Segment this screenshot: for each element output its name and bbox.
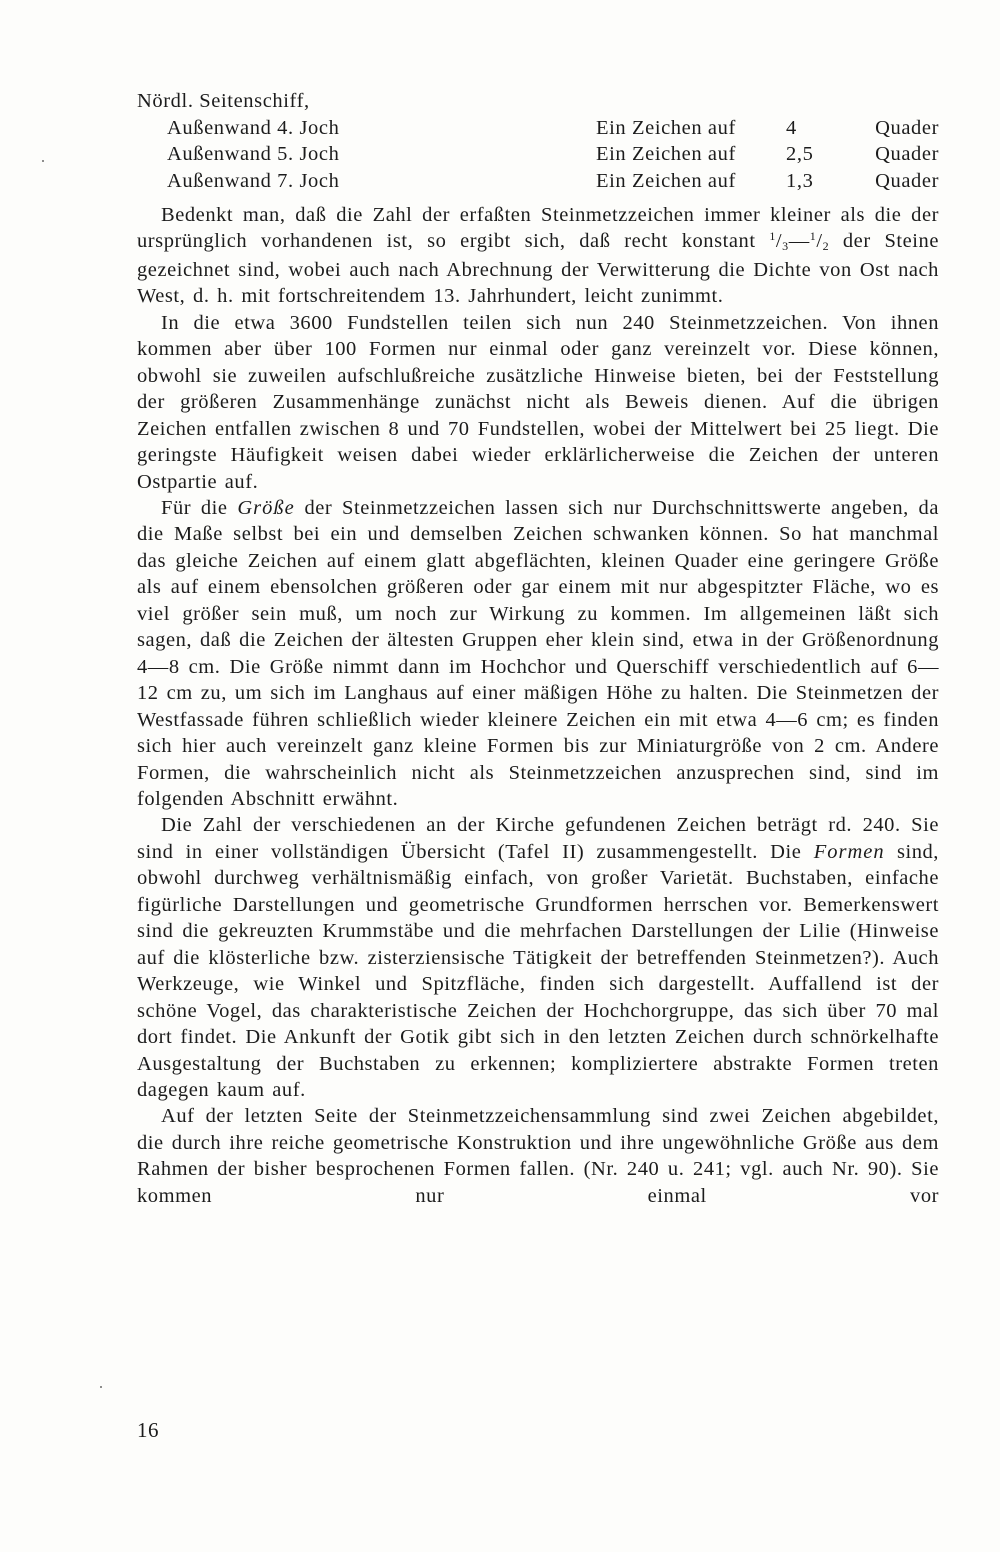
emphasis-groesse: Größe: [237, 496, 295, 519]
paragraph-1-start: Bedenkt man, daß die Zahl der erfaßten Steinmetzzeichen immer kleiner als die der ursprünglich vorhandenen ist, so ergibt sich, daß recht konstant: [137, 204, 939, 253]
body-text: [137, 202, 939, 1209]
wall-text: Ein Zeichen auf: [596, 116, 736, 139]
emphasis-formen: Formen: [813, 840, 885, 863]
fraction-dash: —: [788, 230, 810, 253]
wall-table: [137, 115, 939, 195]
wall-unit: Quader: [875, 116, 939, 139]
paragraph-3: [137, 495, 939, 812]
wall-text: Ein Zeichen auf: [596, 169, 736, 192]
page-content: [137, 88, 939, 1209]
fraction-numerator: 1: [769, 229, 776, 244]
paper-speck: [42, 160, 44, 162]
fraction-denominator: 2: [822, 239, 830, 254]
paragraph-4-end: sind, obwohl durchweg verhältnismäßig einfach, von großer Varietät. Buchstaben, einfache figürliche Darstellungen und geometrische Grundformen herrschen vor. Bemerkenswert sind die gekreuzten Krummstäbe und die mehrfachen Darstellungen der Lilie (Hinweise auf die klösterliche bzw. zisterziensische Tätigkeit der betreffenden Steinmetzen?). Auch Werkzeuge, wie Winkel und Spitzfläche, finden sich dargestellt. Auffallend ist der schöne Vogel, das charakteristische Zeichen der Hochchorgruppe, das sich über 70 mal dort findet. Die Ankunft der Gotik gibt sich in den letzten Zeichen durch schnörkelhafte Ausgestaltung der Buchstaben zu erkennen; kompliziertere abstrakte Formen treten dagegen kaum auf.: [137, 840, 939, 1101]
wall-label: Außenwand 7. Joch: [167, 169, 340, 192]
paragraph-1-end: der Steine gezeichnet sind, wobei auch nach Abrechnung der Verwitterung die Dichte von Ost nach West, d. h. mit fortschreitendem 13. Jahrhundert, leicht zunimmt.: [137, 230, 939, 308]
wall-label: Außenwand 5. Joch: [167, 143, 340, 165]
wall-row: [137, 115, 939, 142]
paragraph-4: [137, 812, 939, 1103]
page-number: 16: [137, 1418, 159, 1442]
wall-text: Ein Zeichen auf: [596, 143, 736, 165]
wall-label: Außenwand 4. Joch: [167, 116, 340, 139]
paragraph-5: Auf der letzten Seite der Steinmetzzeichensammlung sind zwei Zeichen abgebildet, die durch ihre reiche geometrische Konstruktion und ihre ungewöhnliche Größe aus dem Rahmen der bisher besprochenen Formen fallen. (Nr. 240 u. 241; vgl. auch Nr. 90). Sie kommen nur einmal vor: [137, 1105, 939, 1207]
paragraph-4-start: Die Zahl der verschiedenen an der Kirche gefundenen Zeichen beträgt rd. 240. Sie sind in einer vollständigen Übersicht (Tafel II) zusammengestellt. Die: [137, 814, 939, 863]
paragraph-1: Bedenkt man, daß die Zahl der erfaßten Steinmetzzeichen immer kleiner als die der ursprünglich vorhandenen ist, so ergibt sich, daß recht konstant $^1$/3—$^1$/2 der Steine gezeichnet sind, wobei auch nach Abrechnung der Verwitterung die Dichte von Ost nach West, d. h. mit fortschreitendem 13. Jahrhundert, leicht zunimmt.: [137, 204, 939, 308]
fraction-numerator: 1: [809, 229, 817, 244]
paragraph-3-start: Für die: [161, 496, 238, 519]
wall-row: [137, 141, 939, 168]
section-heading: Nördl. Seitenschiff,: [137, 90, 310, 112]
paragraph-3-end: der Steinmetzzeichen lassen sich nur Durchschnittswerte angeben, da die Maße selbst bei ein und demselben Zeichen schwanken können. So hat manchmal das gleiche Zeichen auf einem glatt abgeflächten, kleinen Quader eine geringere Größe als auf einem ebensolchen größeren oder gar einem mit nur abgespitzter Fläche, wo es viel größer sein muß, um noch zur Wirkung zu kommen. Im allgemeinen läßt sich sagen, daß die Zeichen der ältesten Gruppen eher klein sind, etwa in der Größenordnung 4—8 cm. Die Größe nimmt dann im Hochchor und Querschiff verschiedentlich auf 6—12 cm zu, um sich im Langhaus auf einer mäßigen Höhe zu halten. Die Steinmetzen der Westfassade führen schließlich wieder kleinere Zeichen ein mit etwa 4—6 cm; es finden sich hier auch vereinzelt ganz kleine Formen bis zur Miniaturgröße von 2 cm. Andere Formen, die wahrscheinlich nicht als Steinmetzzeichen anzusprechen sind, sind im folgenden Abschnitt erwähnt.: [137, 496, 939, 810]
wall-count: 4: [786, 116, 797, 139]
fraction-denominator: 3: [782, 239, 789, 254]
wall-unit: Quader: [875, 169, 939, 192]
paper-speck: [100, 1386, 102, 1388]
wall-unit: Quader: [875, 143, 939, 165]
paragraph-2: In die etwa 3600 Fundstellen teilen sich nun 240 Steinmetzzeichen. Von ihnen kommen aber über 100 Formen nur einmal oder ganz vereinzelt vor. Diese können, obwohl sie zuweilen aufschlußreiche zusätzliche Hinweise bieten, bei der Feststellung der größeren Zusammenhänge zunächst nicht als Beweis dienen. Auf die übrigen Zeichen entfallen zwischen 8 und 70 Fundstellen, wobei der Mittelwert bei 25 liegt. Die geringste Häufigkeit weisen dabei wieder erklärlicherweise die Zeichen der unteren Ostpartie auf.: [137, 311, 939, 493]
wall-count: 1,3: [786, 169, 814, 192]
wall-count: 2,5: [786, 143, 814, 165]
wall-row: [137, 168, 939, 195]
